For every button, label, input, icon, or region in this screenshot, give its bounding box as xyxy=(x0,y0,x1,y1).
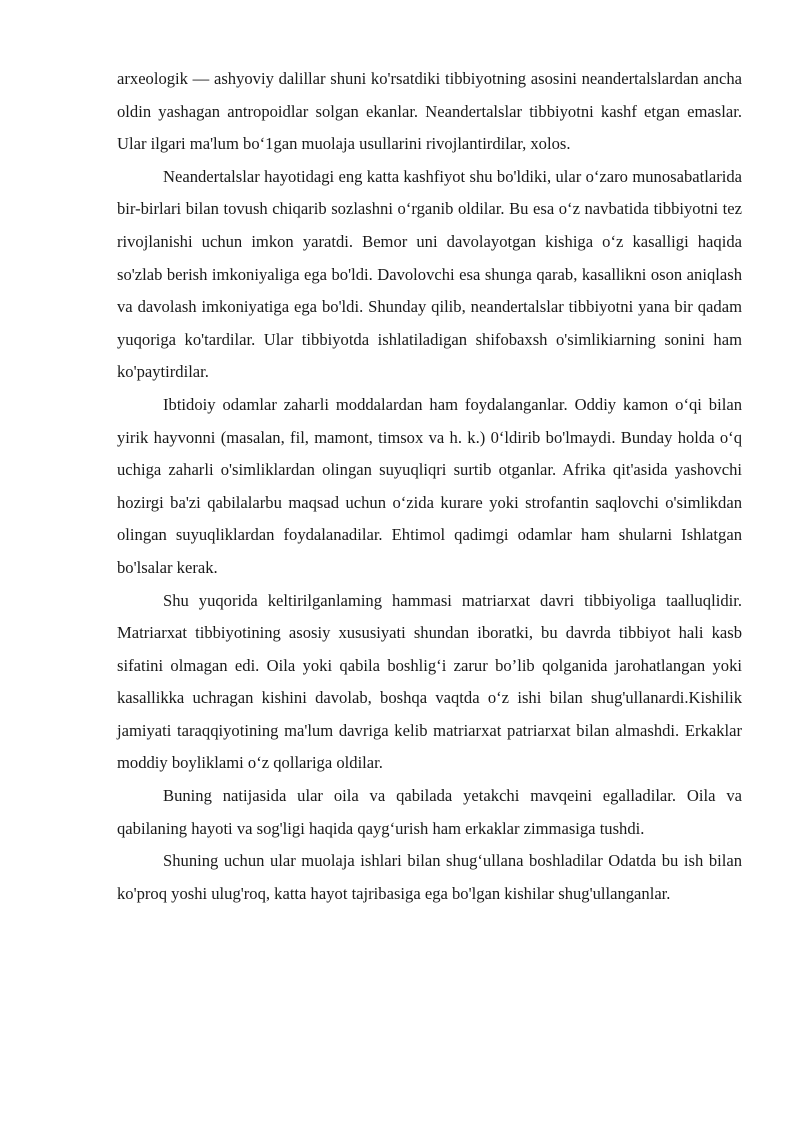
paragraph-3: Ibtidoiy odamlar zaharli moddalardan ham foydalanganlar. Oddiy kamon o‘qi bilan yirik hayvonni (masalan, fil, mamont, timsox va h. k.) 0‘ldirib bo'lmaydi. Bunday holda o‘q uchiga zaharli o'simliklardan olingan suyuqliqri surtib otganlar. Afrika qit'asida yashovchi hozirgi ba'zi qabilalarbu maqsad uchun o‘zida kurare yoki strofantin saqlovchi o'simlikdan olingan suyuqliklardan foydalanadilar. Ehtimol qadimgi odamlar ham shularni Ishlatgan bo'lsalar kerak. xyxy=(117,394,742,577)
paragraph-1: arxeologik — ashyoviy dalillar shuni ko'rsatdiki tibbiyotning asosini neandertalslardan ancha oldin yashagan antropoidlar solgan ekanlar. Neandertalslar tibbiyotni kashf etgan emaslar. Ular ilgari ma'lum bo‘1gan muolaja usullarini rivojlantirdilar, xolos. xyxy=(117,69,742,154)
paragraph-5: Buning natijasida ular oila va qabilada yetakchi mavqeini egalladilar. Oila va qabilaning hayoti va sog'ligi haqida qayg‘urish ham erkaklar zimmasiga tushdi. xyxy=(117,786,742,838)
document-body xyxy=(117,63,742,910)
paragraph-6: Shuning uchun ular muolaja ishlari bilan shug‘ullana boshladilar Odatda bu ish bilan ko'proq yoshi ulug'roq, katta hayot tajribasiga ega bo'lgan kishilar shug'ullanganlar. xyxy=(117,851,742,903)
paragraph-4: Shu yuqorida keltirilganlaming hammasi matriarxat davri tibbiyoliga taalluqlidir. Matriarxat tibbiyotining asosiy xususiyati shundan iboratki, bu davrda tibbiyot hali kasb sifatini olmagan edi. Oila yoki qabila boshlig‘i zarur bo’lib qolganida jarohatlangan yoki kasallikka uchragan kishini davolab, boshqa vaqtda o‘z ishi bilan shug'ullanardi.Kishilik jamiyati taraqqiyotining ma'lum davriga kelib matriarxat patriarxat bilan almashdi. Erkaklar moddiy boyliklami o‘z qollariga oldilar. xyxy=(117,590,742,773)
paragraph-2: Neandertalslar hayotidagi eng katta kashfiyot shu bo'ldiki, ular o‘zaro munosabatlarida bir-birlari bilan tovush chiqarib sozlashni o‘rganib oldilar. Bu esa o‘z navbatida tibbiyotni tez rivojlanishi uchun imkon yaratdi. Bemor uni davolayotgan kishiga o‘z kasalligi haqida so'zlab berish imkoniyaliga ega bo'ldi. Davolovchi esa shunga qarab, kasallikni oson aniqlash va davolash imkoniyatiga ega bo'ldi. Shunday qilib, neandertalslar tibbiyotni yana bir qadam yuqoriga ko'tardilar. Ular tibbiyotda ishlatiladigan shifobaxsh o'simlikiarning sonini ham ko'paytirdilar. xyxy=(117,166,742,382)
